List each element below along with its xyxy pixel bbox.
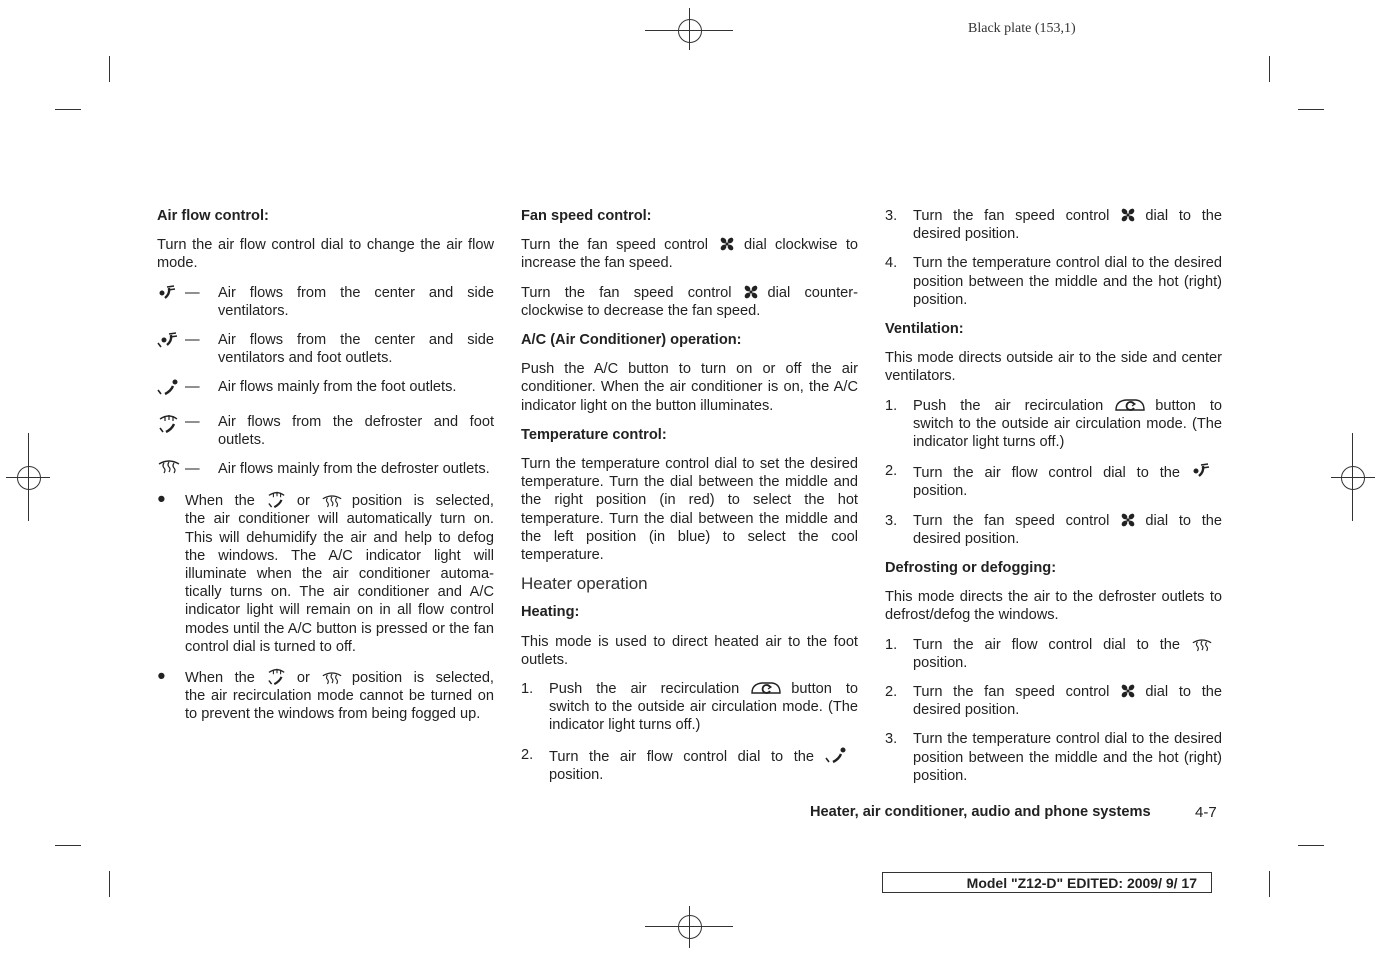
column-right bbox=[885, 207, 1222, 796]
step-item: 2. Turn the air flow control dial to theposition. bbox=[521, 746, 858, 784]
mode-item: — Air flows mainly from the foot outlets. bbox=[157, 378, 494, 401]
step-item: 3. Turn the temperature control dial to the desired position between the middle and the hot (right) position. bbox=[885, 731, 1222, 784]
mode-text: Air flows from the center and side ventilators and foot outlets. bbox=[218, 332, 494, 367]
air-flow-intro: Turn the air flow control dial to change the air flow mode. bbox=[157, 237, 494, 272]
heading-defrosting: Defrosting or defogging: bbox=[885, 560, 1057, 577]
recirculation-icon bbox=[750, 680, 782, 696]
step-item: 4. Turn the temperature control dial to the desired position between the middle and the hot (right) position. bbox=[885, 255, 1222, 308]
vent-foot-defrost-icon bbox=[266, 490, 288, 508]
heading-ventilation: Ventilation: bbox=[885, 321, 964, 338]
defrost-icon bbox=[1191, 639, 1213, 652]
vent-foot-icon bbox=[825, 746, 849, 764]
column-left bbox=[157, 207, 494, 735]
step-item: 1. Push the air recirculation button to switch to the outside air circulation mode. (The indicator light turns off.) bbox=[885, 397, 1222, 451]
model-box: Model "Z12-D" EDITED: 2009/ 9/ 17 bbox=[882, 872, 1212, 893]
heading-heating: Heating: bbox=[521, 604, 580, 621]
step-item: 3. Turn the fan speed control dial to the desired position. bbox=[885, 512, 1222, 547]
mode-text: Air flows from the center and side ventilators. bbox=[218, 284, 494, 319]
heading-ac: A/C (Air Conditioner) operation: bbox=[521, 332, 742, 349]
vent-foot-defrost-icon bbox=[266, 667, 288, 685]
temperature-paragraph: Turn the temperature control dial to set the desired temperature. Turn the dial between the middle and the right position (in red) to select the hot temperature. Turn the dial between the middle and the left position (in blue) to select the cool temperature. bbox=[521, 456, 858, 564]
bullet-item: ● When the or position is selected, the air recirculation mode cannot be turned on to prevent the windows from being fogged up. bbox=[157, 668, 494, 723]
plate-label: Black plate (153,1) bbox=[968, 21, 1076, 36]
heading-air-flow: Air flow control: bbox=[157, 208, 269, 224]
page-number: 4-7 bbox=[1195, 804, 1217, 821]
mode-text: Air flows mainly from the defroster outlets. bbox=[218, 461, 490, 478]
mode-item: — Air flows from the center and side ventilators and foot outlets. bbox=[157, 331, 494, 367]
step-item: 2. Turn the fan speed control dial to the desired position. bbox=[885, 684, 1222, 719]
ac-paragraph: Push the A/C button to turn on or off the air conditioner. When the air conditioner is on, the A/C indicator light on the button illuminates. bbox=[521, 361, 858, 414]
heading-fan-speed: Fan speed control: bbox=[521, 208, 652, 224]
defrost-icon bbox=[321, 495, 343, 508]
fan-icon bbox=[1120, 512, 1136, 528]
fan-icon bbox=[719, 236, 735, 252]
heating-paragraph: This mode is used to direct heated air to the foot outlets. bbox=[521, 633, 858, 668]
fan-paragraph: Turn the fan speed control dial clockwise to increase the fan speed. bbox=[521, 237, 858, 272]
mode-item: — Air flows from the defroster and foot outlets. bbox=[157, 413, 494, 449]
fan-paragraph: Turn the fan speed control dial counter- clockwise to decrease the fan speed. bbox=[521, 284, 858, 319]
column-middle bbox=[521, 207, 858, 795]
vent-bilevel-icon bbox=[157, 331, 181, 349]
step-item: 1. Push the air recirculation button to switch to the outside air circulation mode. (The indicator light turns off.) bbox=[521, 681, 858, 734]
defrost-icon bbox=[157, 460, 181, 474]
vent-face-icon bbox=[1191, 462, 1213, 480]
mode-text: Air flows mainly from the foot outlets. bbox=[218, 379, 457, 396]
mode-item: — Air flows from the center and side ventilators. bbox=[157, 284, 494, 320]
step-item: 2. Turn the air flow control dial to theposition. bbox=[885, 462, 1222, 500]
vent-face-icon bbox=[157, 284, 179, 302]
section-footer: Heater, air conditioner, audio and phone systems bbox=[810, 804, 1151, 820]
step-item: 3. Turn the fan speed control dial to the desired position. bbox=[885, 208, 1222, 243]
mode-text: Air flows from the defroster and foot outlets. bbox=[218, 413, 494, 448]
vent-foot-icon bbox=[157, 378, 181, 396]
vent-foot-defrost-icon bbox=[157, 413, 181, 433]
heater-operation-title: Heater operation bbox=[521, 574, 648, 594]
fan-icon bbox=[1120, 683, 1136, 699]
heading-temperature: Temperature control: bbox=[521, 426, 667, 443]
fan-icon bbox=[1120, 207, 1136, 223]
ventilation-paragraph: This mode directs outside air to the side and center ventilators. bbox=[885, 350, 1222, 385]
fan-icon bbox=[743, 284, 759, 300]
defrost-icon bbox=[321, 672, 343, 685]
defrosting-paragraph: This mode directs the air to the defroster outlets to defrost/defog the windows. bbox=[885, 589, 1222, 624]
mode-item: — Air flows mainly from the defroster outlets. bbox=[157, 460, 494, 479]
bullet-item: ● When the or position is selected, the air conditioner will automatically turn on. This will dehumidify the air and help to defog the windows. The A/C indicator light will illuminate when the air conditioner automa- tically turns on. The air conditioner and A/C indicator light will remain on in all flow control modes until the A/C button is pressed or the fan control dial is turned to off. bbox=[157, 491, 494, 655]
step-item: 1. Turn the air flow control dial to theposition. bbox=[885, 636, 1222, 672]
recirculation-icon bbox=[1114, 397, 1146, 413]
